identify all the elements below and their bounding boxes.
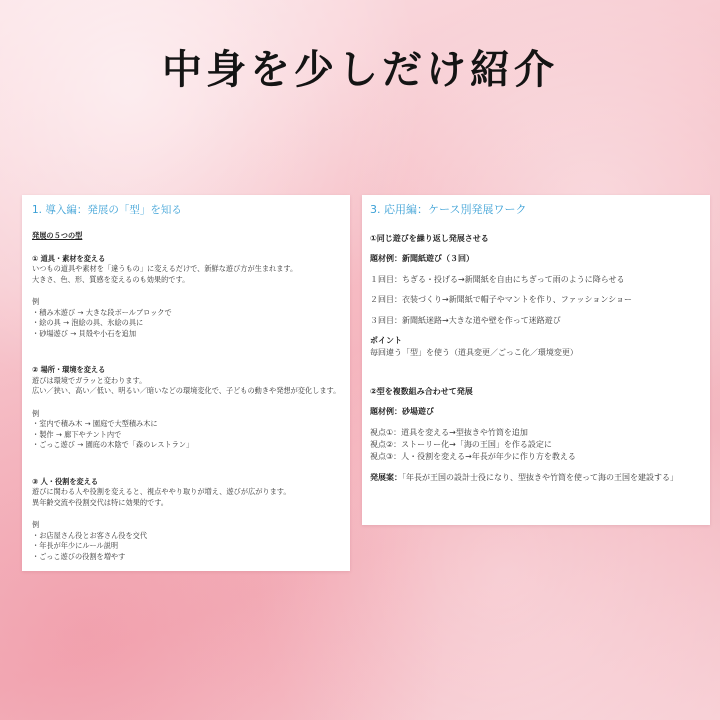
application-card-title: 3. 応用編：ケース別発展ワーク: [370, 203, 527, 216]
example-item: ・ごっこ遊びの役割を増やす: [32, 551, 126, 561]
view-item: 視点③：人・役割を変える→年長が年少に作り方を教える: [370, 452, 576, 462]
case-example: 題材例：新聞紙遊び（３回）: [370, 254, 474, 264]
example-item: ・年長が年少にルール説明: [32, 541, 119, 550]
example-item: ・ごっこ遊び → 園庭の木陰で「森のレストラン」: [32, 440, 194, 449]
example-item: ・製作 → 廊下やテント内で: [32, 429, 122, 439]
case-example: 題材例：砂場遊び: [370, 407, 434, 417]
case-heading: ②型を複数組み合わせて発展: [370, 386, 473, 396]
example-label: 例: [32, 297, 40, 306]
application-card-body: [370, 233, 702, 484]
point-label: ポイント: [370, 336, 402, 346]
round-item: ２回目：衣装づくり→新聞紙で帽子やマントを作り、ファッションショー: [370, 295, 633, 305]
proposal-label: 発展案：: [370, 472, 402, 482]
round-item: １回目：ちぎる・投げる→新聞紙を自由にちぎって雨のように降らせる: [370, 274, 625, 284]
type-heading: ① 道具・素材を変える: [32, 253, 106, 263]
type-section: [32, 365, 340, 451]
type-desc: 大きさ、色、形、質感を変えるのも効果的です。: [32, 274, 190, 284]
intro-card-body: [32, 231, 340, 562]
example-item: ・積み木遊び → 大きな段ボールブロックで: [32, 307, 172, 317]
application-card: [362, 195, 710, 525]
point-text: 毎回違う「型」を使う（道具変更／ごっこ化／環境変更）: [370, 348, 578, 358]
type-desc: 異年齢交流や役割交代は特に効果的です。: [32, 497, 168, 507]
case-heading: ①同じ遊びを繰り返し発展させる: [370, 234, 489, 243]
example-item: ・絵の具 → 泡絵の具、氷絵の具に: [32, 318, 144, 327]
type-desc: 広い／狭い、高い／低い、明るい／暗いなどの環境変化で、子どもの動きや発想が変化します。: [32, 386, 340, 395]
intro-card: [22, 195, 350, 571]
round-item: ３回目：新聞紙迷路→大きな道や壁を作って迷路遊び: [370, 315, 561, 325]
example-item: ・砂場遊び → 貝殻や小石を追加: [32, 328, 137, 338]
view-item: 視点①：道具を変える→型抜きや竹筒を追加: [370, 427, 528, 437]
type-heading: ③ 人・役割を変える: [32, 476, 99, 486]
type-desc: 遊びに関わる人や役割を変えると、視点ややり取りが増え、遊びが広がります。: [32, 487, 291, 496]
proposal-text: 「年長が王国の設計士役になり、型抜きや竹筒を使って海の王国を建設する」: [402, 472, 678, 482]
type-desc: 遊びは環境でガラッと変わります。: [32, 375, 147, 385]
types-heading: 発展の５つの型: [32, 231, 83, 240]
intro-card-title: 1. 導入編：発展の「型」を知る: [32, 204, 182, 216]
view-item: 視点②：ストーリー化→「海の王国」を作る設定に: [370, 440, 552, 450]
page-title: 中身を少しだけ紹介: [162, 47, 558, 93]
type-heading: ② 場所・環境を変える: [32, 365, 106, 374]
proposal: [370, 472, 702, 484]
example-item: ・お店屋さん役とお客さん役を交代: [32, 530, 148, 540]
type-desc: いつもの道具や素材を「違うもの」に変えるだけで、新鮮な遊び方が生まれます。: [32, 264, 298, 273]
example-label: 例: [32, 408, 40, 418]
example-item: ・室内で積み木 → 園庭で大型積み木に: [32, 419, 158, 428]
type-section: [32, 254, 340, 340]
example-label: 例: [32, 520, 40, 529]
type-section: [32, 477, 340, 563]
